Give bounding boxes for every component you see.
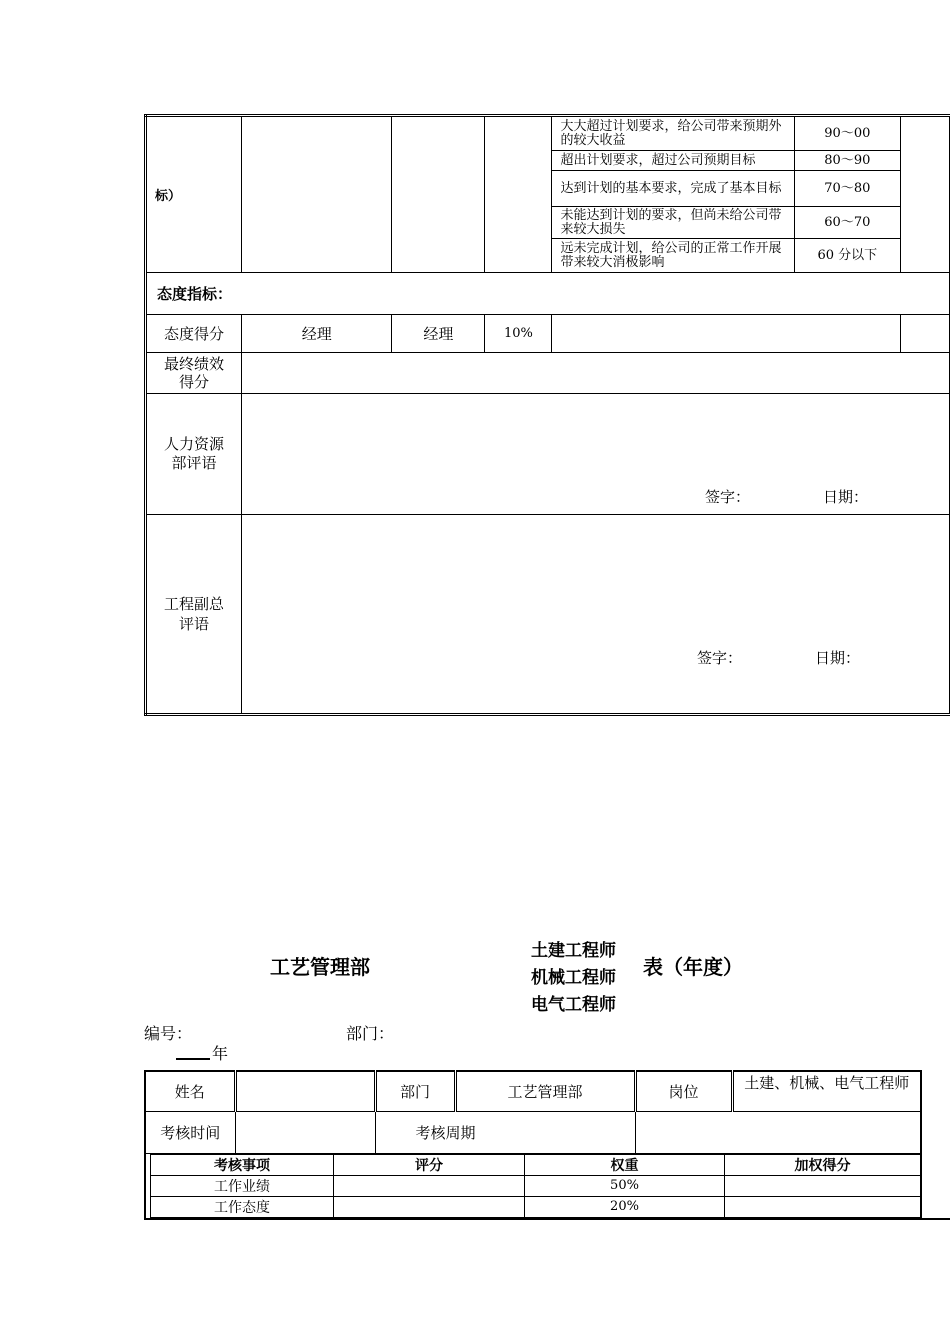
number-label: 编号： — [144, 1024, 193, 1043]
row-weight: 20% — [525, 1196, 725, 1217]
final-score-value[interactable] — [242, 353, 950, 394]
table-row — [151, 1175, 921, 1196]
row-weighted-score[interactable] — [725, 1175, 921, 1196]
attitude-header: 态度指标： — [146, 273, 950, 315]
form-title-suffix: 表（年度） — [643, 955, 743, 979]
header-score: 评分 — [334, 1154, 525, 1175]
year-label: 年 — [212, 1044, 229, 1063]
row-weighted-score[interactable] — [725, 1196, 921, 1217]
criteria-score: 90～00 — [794, 116, 900, 151]
attitude-weight: 10% — [485, 315, 552, 353]
vp-date-label: 日期： — [815, 649, 861, 667]
year-blank[interactable] — [176, 1058, 210, 1060]
criteria-desc: 远未完成计划，给公司的正常工作开展带来较大消极影响 — [552, 239, 794, 273]
hr-date-label: 日期： — [823, 488, 869, 506]
dept-label: 部门 — [375, 1071, 455, 1111]
row-item: 工作态度 — [151, 1196, 334, 1217]
vp-comment-label: 工程副总评语 — [146, 515, 242, 715]
score-table — [150, 1154, 921, 1218]
table-row — [151, 1196, 921, 1217]
position-value: 土建、机械、电气工程师 — [732, 1071, 921, 1111]
position-label: 岗位 — [635, 1071, 732, 1111]
review-period-field[interactable] — [635, 1111, 921, 1153]
criteria-score: 60 分以下 — [794, 239, 900, 273]
table-edge — [920, 1218, 950, 1220]
criteria-desc: 大大超过计划要求，给公司带来预期外的较大收益 — [552, 116, 794, 151]
name-field[interactable] — [235, 1071, 375, 1111]
review-period-label: 考核周期 — [375, 1111, 635, 1153]
vp-sign-label: 签字： — [697, 649, 743, 667]
review-time-field[interactable] — [235, 1111, 375, 1153]
position-title: 土建工程师 — [531, 941, 616, 961]
attitude-approver: 经理 — [392, 315, 485, 353]
department-label: 部门： — [346, 1024, 395, 1043]
row-score[interactable] — [334, 1196, 525, 1217]
review-time-label: 考核时间 — [145, 1111, 235, 1153]
attitude-evaluator: 经理 — [242, 315, 392, 353]
criteria-label: 标） — [146, 116, 242, 273]
header-weighted-score: 加权得分 — [725, 1154, 921, 1175]
position-title: 电气工程师 — [531, 995, 616, 1015]
form-dept-title: 工艺管理部 — [270, 955, 370, 979]
info-table — [144, 1070, 922, 1220]
header-item: 考核事项 — [151, 1154, 334, 1175]
position-title: 机械工程师 — [531, 968, 616, 988]
criteria-score: 80～90 — [794, 151, 900, 171]
performance-table — [144, 114, 950, 716]
criteria-score: 70～80 — [794, 171, 900, 207]
row-score[interactable] — [334, 1175, 525, 1196]
vp-comment-area[interactable] — [242, 515, 950, 715]
name-label: 姓名 — [145, 1071, 235, 1111]
hr-comment-label: 人力资源部评语 — [146, 394, 242, 515]
criteria-score: 60～70 — [794, 207, 900, 239]
row-item: 工作业绩 — [151, 1175, 334, 1196]
criteria-desc: 超出计划要求，超过公司预期目标 — [552, 151, 794, 171]
hr-sign-label: 签字： — [705, 488, 751, 506]
final-score-label: 最终绩效得分 — [146, 353, 242, 394]
criteria-desc: 达到计划的基本要求，完成了基本目标 — [552, 171, 794, 207]
row-weight: 50% — [525, 1175, 725, 1196]
attitude-score-label: 态度得分 — [146, 315, 242, 353]
dept-value: 工艺管理部 — [455, 1071, 635, 1111]
header-weight: 权重 — [525, 1154, 725, 1175]
criteria-desc: 未能达到计划的要求，但尚未给公司带来较大损失 — [552, 207, 794, 239]
